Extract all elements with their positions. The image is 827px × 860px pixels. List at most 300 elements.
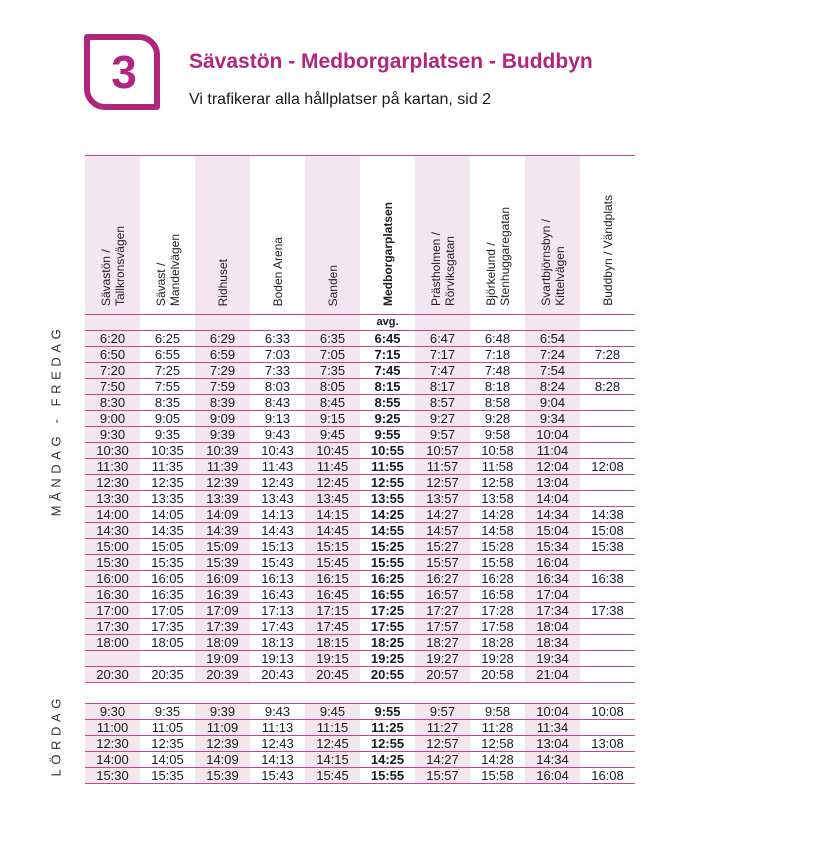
time-cell (580, 667, 635, 683)
time-cell: 14:58 (470, 523, 525, 539)
time-cell (580, 720, 635, 736)
time-cell: 16:13 (250, 571, 305, 587)
time-cell (525, 315, 580, 331)
time-cell: 20:58 (470, 667, 525, 683)
time-cell: 11:45 (305, 459, 360, 475)
time-cell: 17:55 (360, 619, 415, 635)
time-cell (195, 315, 250, 331)
time-cell: 6:54 (525, 331, 580, 347)
weekday-section-label: MÅNDAG - FREDAG (48, 324, 64, 517)
table-row (85, 347, 635, 363)
time-cell: 20:55 (360, 667, 415, 683)
time-cell (305, 315, 360, 331)
time-cell: 13:57 (415, 491, 470, 507)
time-cell: 10:08 (580, 704, 635, 720)
time-cell: 20:45 (305, 667, 360, 683)
time-cell: 10:04 (525, 704, 580, 720)
time-cell: 15:39 (195, 768, 250, 784)
table-row (85, 619, 635, 635)
time-cell: 11:25 (360, 720, 415, 736)
time-cell (580, 555, 635, 571)
time-cell: 7:05 (305, 347, 360, 363)
route-badge (83, 33, 161, 111)
time-cell: 20:39 (195, 667, 250, 683)
time-cell: 8:17 (415, 379, 470, 395)
time-cell: 15:34 (525, 539, 580, 555)
time-cell: 14:34 (525, 752, 580, 768)
saturday-section-label: LÖRDAG (48, 693, 64, 777)
time-cell: 10:57 (415, 443, 470, 459)
time-cell: 12:55 (360, 475, 415, 491)
time-cell (85, 315, 140, 331)
stop-header (525, 156, 580, 315)
time-cell (580, 363, 635, 379)
time-cell: 16:34 (525, 571, 580, 587)
time-cell: 12:39 (195, 475, 250, 491)
time-cell: 19:09 (195, 651, 250, 667)
time-cell: 18:15 (305, 635, 360, 651)
time-cell: 8:03 (250, 379, 305, 395)
time-cell: 7:55 (140, 379, 195, 395)
table-row (85, 395, 635, 411)
time-cell: 17:25 (360, 603, 415, 619)
time-cell: 13:08 (580, 736, 635, 752)
time-cell: 16:43 (250, 587, 305, 603)
time-cell: 19:25 (360, 651, 415, 667)
time-cell: 11:27 (415, 720, 470, 736)
time-cell: 15:43 (250, 768, 305, 784)
time-cell: 13:04 (525, 736, 580, 752)
time-cell: 14:25 (360, 507, 415, 523)
time-cell: 9:09 (195, 411, 250, 427)
time-cell: 18:09 (195, 635, 250, 651)
time-cell: 11:09 (195, 720, 250, 736)
time-cell: 15:05 (140, 539, 195, 555)
table-row (85, 635, 635, 651)
table-row (85, 363, 635, 379)
time-cell: 9:45 (305, 427, 360, 443)
time-cell: 8:15 (360, 379, 415, 395)
time-cell: 20:30 (85, 667, 140, 683)
time-cell: 13:35 (140, 491, 195, 507)
time-cell: 16:57 (415, 587, 470, 603)
time-cell: 11:34 (525, 720, 580, 736)
time-cell: 19:15 (305, 651, 360, 667)
route-number: 3 (111, 46, 137, 98)
time-cell: 11:04 (525, 443, 580, 459)
time-cell: 6:47 (415, 331, 470, 347)
time-cell: 7:35 (305, 363, 360, 379)
time-cell: 16:04 (525, 768, 580, 784)
time-cell: 11:05 (140, 720, 195, 736)
time-cell: 18:00 (85, 635, 140, 651)
time-cell: 7:48 (470, 363, 525, 379)
time-cell: 17:00 (85, 603, 140, 619)
stop-header-row (85, 156, 635, 315)
time-cell: 9:43 (250, 704, 305, 720)
time-cell: 15:13 (250, 539, 305, 555)
stop-name: Prästholmen / Rörviksgatan (428, 231, 457, 306)
time-cell: 9:57 (415, 704, 470, 720)
time-cell: 9:39 (195, 427, 250, 443)
time-cell: 7:25 (140, 363, 195, 379)
time-cell: 13:04 (525, 475, 580, 491)
time-cell: 16:38 (580, 571, 635, 587)
time-cell: 19:13 (250, 651, 305, 667)
route-title: Sävastön - Medborgarplatsen - Buddbyn (189, 50, 593, 73)
table-row (85, 443, 635, 459)
time-cell: 12:58 (470, 736, 525, 752)
time-cell (140, 651, 195, 667)
time-cell: 9:13 (250, 411, 305, 427)
time-cell: 8:57 (415, 395, 470, 411)
time-cell (580, 587, 635, 603)
time-cell: 7:17 (415, 347, 470, 363)
time-cell: 15:04 (525, 523, 580, 539)
table-row (85, 411, 635, 427)
time-cell: 15:38 (580, 539, 635, 555)
table-row (85, 539, 635, 555)
time-cell: 17:43 (250, 619, 305, 635)
time-cell: 11:13 (250, 720, 305, 736)
time-cell: 9:30 (85, 704, 140, 720)
table-row (85, 331, 635, 347)
time-cell: 7:45 (360, 363, 415, 379)
time-cell: 8:35 (140, 395, 195, 411)
stop-name: Sävastön / Tallkronsvägen (98, 225, 127, 306)
time-cell: 16:09 (195, 571, 250, 587)
time-cell: 12:30 (85, 475, 140, 491)
time-cell: 17:28 (470, 603, 525, 619)
table-row (85, 475, 635, 491)
stop-header (140, 156, 195, 315)
time-cell: 11:15 (305, 720, 360, 736)
time-cell: 14:30 (85, 523, 140, 539)
time-cell: 7:33 (250, 363, 305, 379)
time-cell: 17:45 (305, 619, 360, 635)
time-cell: 14:09 (195, 752, 250, 768)
time-cell (140, 315, 195, 331)
time-cell: 15:27 (415, 539, 470, 555)
time-cell: 16:00 (85, 571, 140, 587)
time-cell: 13:58 (470, 491, 525, 507)
time-cell (250, 315, 305, 331)
time-cell (580, 651, 635, 667)
time-cell: 9:35 (140, 704, 195, 720)
time-cell: 14:38 (580, 507, 635, 523)
time-cell: 7:28 (580, 347, 635, 363)
time-cell: 13:39 (195, 491, 250, 507)
time-cell: 11:57 (415, 459, 470, 475)
time-cell: 6:25 (140, 331, 195, 347)
time-cell: 9:28 (470, 411, 525, 427)
time-cell: 8:28 (580, 379, 635, 395)
time-cell: 8:45 (305, 395, 360, 411)
time-cell: 15:57 (415, 555, 470, 571)
time-cell: 16:45 (305, 587, 360, 603)
time-cell: 12:04 (525, 459, 580, 475)
time-cell: 16:08 (580, 768, 635, 784)
time-cell: 17:57 (415, 619, 470, 635)
time-cell: 16:35 (140, 587, 195, 603)
time-cell (580, 475, 635, 491)
time-cell (580, 411, 635, 427)
stop-header (85, 156, 140, 315)
time-cell: 14:15 (305, 752, 360, 768)
time-cell: 17:30 (85, 619, 140, 635)
time-cell: 7:15 (360, 347, 415, 363)
time-cell: 16:55 (360, 587, 415, 603)
time-cell: 15:45 (305, 555, 360, 571)
time-cell: 14:28 (470, 507, 525, 523)
time-cell (580, 619, 635, 635)
time-cell: 15:57 (415, 768, 470, 784)
time-cell: 10:58 (470, 443, 525, 459)
table-row (85, 555, 635, 571)
time-cell: 14:45 (305, 523, 360, 539)
time-cell: 6:20 (85, 331, 140, 347)
time-cell: 15:25 (360, 539, 415, 555)
time-cell: 11:35 (140, 459, 195, 475)
time-cell: 15:00 (85, 539, 140, 555)
time-cell (85, 651, 140, 667)
time-cell: 9:15 (305, 411, 360, 427)
time-cell: 12:39 (195, 736, 250, 752)
time-cell: 8:24 (525, 379, 580, 395)
time-cell: 9:58 (470, 427, 525, 443)
time-cell: 6:55 (140, 347, 195, 363)
stop-header (580, 156, 635, 315)
table-row (85, 704, 635, 720)
stop-header (250, 156, 305, 315)
time-cell: 11:58 (470, 459, 525, 475)
time-cell: 19:28 (470, 651, 525, 667)
time-cell: 17:34 (525, 603, 580, 619)
time-cell: 20:35 (140, 667, 195, 683)
time-cell: 6:48 (470, 331, 525, 347)
table-row (85, 752, 635, 768)
time-cell: 6:59 (195, 347, 250, 363)
stop-name: Björkelund / Stenhuggaregatan (483, 207, 512, 306)
time-cell: 16:05 (140, 571, 195, 587)
time-cell: 13:55 (360, 491, 415, 507)
time-cell: 10:30 (85, 443, 140, 459)
time-cell: 12:55 (360, 736, 415, 752)
time-cell: 14:35 (140, 523, 195, 539)
time-cell: 12:35 (140, 475, 195, 491)
time-cell: 10:04 (525, 427, 580, 443)
time-cell: 14:28 (470, 752, 525, 768)
time-cell: 9:55 (360, 427, 415, 443)
time-cell: 12:08 (580, 459, 635, 475)
time-cell: 15:39 (195, 555, 250, 571)
time-cell: 15:58 (470, 768, 525, 784)
departure-label: avg. (360, 315, 415, 331)
stop-name: Buddbyn / Vändplats (600, 195, 615, 306)
section-gap-cell (85, 683, 635, 704)
time-cell: 7:03 (250, 347, 305, 363)
time-cell: 16:27 (415, 571, 470, 587)
time-cell: 15:09 (195, 539, 250, 555)
time-cell: 16:15 (305, 571, 360, 587)
table-row (85, 651, 635, 667)
time-cell: 7:54 (525, 363, 580, 379)
time-cell: 17:27 (415, 603, 470, 619)
table-row (85, 587, 635, 603)
table-row (85, 736, 635, 752)
time-cell: 7:29 (195, 363, 250, 379)
time-cell: 15:28 (470, 539, 525, 555)
time-cell: 11:43 (250, 459, 305, 475)
time-cell: 20:57 (415, 667, 470, 683)
time-cell: 9:45 (305, 704, 360, 720)
time-cell: 6:29 (195, 331, 250, 347)
time-cell: 7:24 (525, 347, 580, 363)
route-subtitle: Vi trafikerar alla hållplatser på kartan, sid 2 (189, 91, 492, 108)
time-cell: 17:15 (305, 603, 360, 619)
time-cell: 19:34 (525, 651, 580, 667)
time-cell: 16:28 (470, 571, 525, 587)
time-cell (580, 395, 635, 411)
time-cell: 7:18 (470, 347, 525, 363)
stop-name: Boden Arena (270, 236, 285, 306)
time-cell (580, 315, 635, 331)
time-cell: 9:30 (85, 427, 140, 443)
time-cell: 12:43 (250, 736, 305, 752)
time-cell: 7:59 (195, 379, 250, 395)
time-cell (580, 752, 635, 768)
time-cell: 18:28 (470, 635, 525, 651)
time-cell: 10:45 (305, 443, 360, 459)
time-cell: 16:39 (195, 587, 250, 603)
table-row (85, 427, 635, 443)
time-cell: 15:55 (360, 768, 415, 784)
time-cell: 18:25 (360, 635, 415, 651)
time-cell (415, 315, 470, 331)
time-cell: 15:45 (305, 768, 360, 784)
time-cell: 14:05 (140, 507, 195, 523)
time-cell: 8:58 (470, 395, 525, 411)
time-cell: 9:34 (525, 411, 580, 427)
time-cell: 8:55 (360, 395, 415, 411)
time-cell: 11:55 (360, 459, 415, 475)
time-cell: 18:34 (525, 635, 580, 651)
time-cell: 14:27 (415, 752, 470, 768)
time-cell: 9:57 (415, 427, 470, 443)
time-cell: 12:43 (250, 475, 305, 491)
stop-name: Sävast / Mandelvägen (153, 233, 182, 306)
time-cell: 13:43 (250, 491, 305, 507)
time-cell: 9:25 (360, 411, 415, 427)
time-cell (580, 491, 635, 507)
time-cell: 17:05 (140, 603, 195, 619)
table-row (85, 768, 635, 784)
time-cell: 17:04 (525, 587, 580, 603)
time-cell: 15:08 (580, 523, 635, 539)
time-cell: 10:35 (140, 443, 195, 459)
stop-name: Medborgarplatsen (380, 201, 395, 306)
time-cell (580, 443, 635, 459)
time-cell: 15:30 (85, 768, 140, 784)
time-cell: 19:27 (415, 651, 470, 667)
time-cell: 9:05 (140, 411, 195, 427)
time-cell: 16:25 (360, 571, 415, 587)
time-cell: 12:57 (415, 475, 470, 491)
time-cell: 8:18 (470, 379, 525, 395)
table-row (85, 507, 635, 523)
stop-name: Svartbjörnsbyn / Kittelvägen (538, 219, 567, 306)
time-cell: 18:05 (140, 635, 195, 651)
time-cell: 15:30 (85, 555, 140, 571)
time-cell: 17:39 (195, 619, 250, 635)
time-cell: 14:05 (140, 752, 195, 768)
table-row (85, 491, 635, 507)
stop-header (415, 156, 470, 315)
time-cell: 17:09 (195, 603, 250, 619)
time-cell: 14:57 (415, 523, 470, 539)
time-cell: 15:55 (360, 555, 415, 571)
table-row (85, 571, 635, 587)
stop-header (470, 156, 525, 315)
time-cell: 18:04 (525, 619, 580, 635)
time-cell: 10:43 (250, 443, 305, 459)
time-cell: 12:45 (305, 736, 360, 752)
table-row (85, 459, 635, 475)
time-cell: 17:35 (140, 619, 195, 635)
time-cell: 12:45 (305, 475, 360, 491)
time-cell: 14:34 (525, 507, 580, 523)
time-cell (580, 635, 635, 651)
table-row (85, 667, 635, 683)
time-cell: 6:45 (360, 331, 415, 347)
time-cell: 14:00 (85, 507, 140, 523)
time-cell: 18:27 (415, 635, 470, 651)
time-cell: 15:43 (250, 555, 305, 571)
time-cell: 15:35 (140, 768, 195, 784)
time-cell: 9:58 (470, 704, 525, 720)
time-cell: 13:30 (85, 491, 140, 507)
table-row (85, 523, 635, 539)
time-cell: 7:20 (85, 363, 140, 379)
stop-name: Ridhuset (215, 258, 230, 306)
time-cell: 15:58 (470, 555, 525, 571)
time-cell: 14:43 (250, 523, 305, 539)
time-cell: 14:13 (250, 752, 305, 768)
time-cell: 17:58 (470, 619, 525, 635)
time-cell: 20:43 (250, 667, 305, 683)
time-cell: 8:30 (85, 395, 140, 411)
time-cell: 17:13 (250, 603, 305, 619)
time-cell: 9:43 (250, 427, 305, 443)
time-cell (580, 331, 635, 347)
time-cell: 17:38 (580, 603, 635, 619)
time-cell: 12:30 (85, 736, 140, 752)
time-cell: 14:00 (85, 752, 140, 768)
stop-header (305, 156, 360, 315)
time-cell: 8:05 (305, 379, 360, 395)
time-cell: 9:39 (195, 704, 250, 720)
table-row (85, 603, 635, 619)
section-gap (85, 683, 635, 704)
time-cell: 12:35 (140, 736, 195, 752)
time-cell: 13:45 (305, 491, 360, 507)
table-row (85, 379, 635, 395)
time-cell: 15:35 (140, 555, 195, 571)
time-cell: 14:39 (195, 523, 250, 539)
time-cell: 7:50 (85, 379, 140, 395)
time-cell: 11:39 (195, 459, 250, 475)
time-cell: 14:13 (250, 507, 305, 523)
